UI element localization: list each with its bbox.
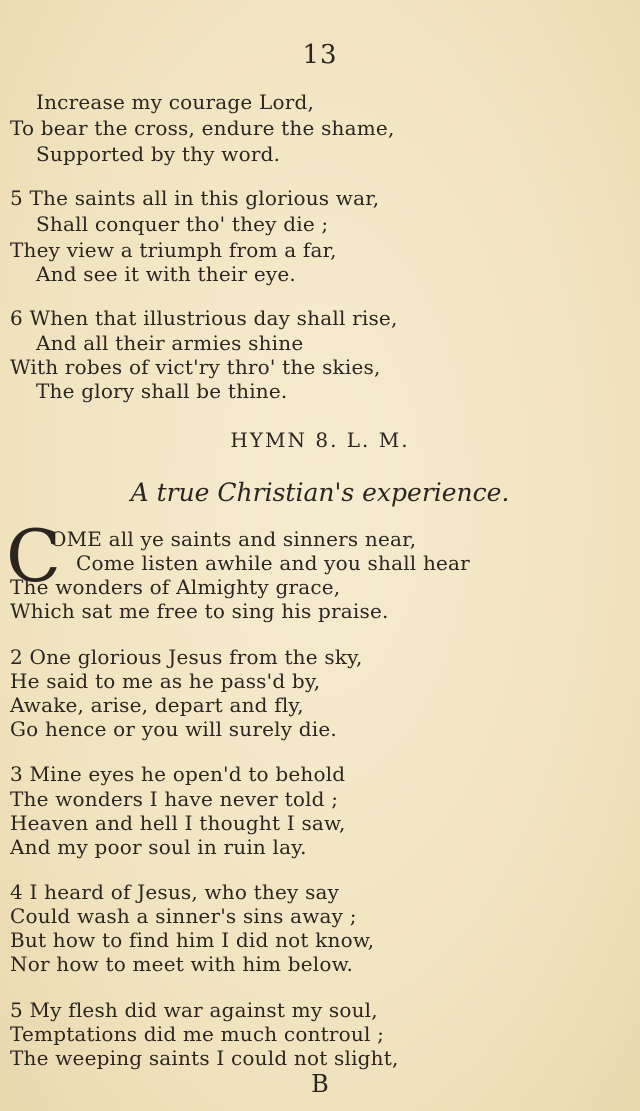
hymn7-verse5-line3: They view a triumph from a far, [10, 238, 337, 262]
hymn8-verse4-line1: 4 I heard of Jesus, who they say [10, 880, 340, 904]
hymn8-verse2-line2: He said to me as he pass'd by, [10, 669, 321, 693]
page-number: 13 [302, 40, 338, 70]
hymn8-verse2-line4: Go hence or you will surely die. [10, 717, 337, 741]
hymn7-verse6-line4: The glory shall be thine. [36, 379, 288, 403]
hymn8-verse2-line3: Awake, arise, depart and fly, [10, 693, 304, 717]
hymn8-verse3-line1: 3 Mine eyes he open'd to behold [10, 762, 346, 786]
hymn7-verse4-line2: To bear the cross, endure the shame, [10, 116, 395, 140]
hymn8-verse5-line2: Temptations did me much controul ; [10, 1022, 385, 1046]
hymn7-verse6-line1: 6 When that illustrious day shall rise, [10, 306, 398, 330]
hymn7-verse5-line2: Shall conquer tho' they die ; [36, 212, 329, 236]
hymn8-verse3-line3: Heaven and hell I thought I saw, [10, 811, 346, 835]
hymn8-verse4-line3: But how to find him I did not know, [10, 928, 375, 952]
hymn8-verse5-line1: 5 My flesh did war against my soul, [10, 998, 378, 1022]
hymn8-verse5-line3: The weeping saints I could not slight, [10, 1046, 399, 1070]
hymn-subtitle: A true Christian's experience. [130, 478, 510, 507]
hymn7-verse4-line3: Supported by thy word. [36, 142, 281, 166]
hymn7-verse6-line3: With robes of vict'ry thro' the skies, [10, 355, 381, 379]
hymn7-verse4-line1: Increase my courage Lord, [36, 90, 315, 114]
hymn8-verse1-line1: OME all ye saints and sinners near, [50, 527, 417, 551]
hymn8-verse1-line3: The wonders of Almighty grace, [10, 575, 341, 599]
hymn8-verse1-line4: Which sat me free to sing his praise. [10, 599, 389, 623]
drop-cap-letter: C [6, 514, 62, 598]
hymn7-verse6-line2: And all their armies shine [36, 331, 304, 355]
hymn8-verse3-line2: The wonders I have never told ; [10, 787, 339, 811]
hymn8-verse1-line2: Come listen awhile and you shall hear [76, 551, 470, 575]
hymn7-verse5-line4: And see it with their eye. [36, 262, 296, 286]
hymn8-verse4-line2: Could wash a sinner's sins away ; [10, 904, 357, 928]
hymn8-verse2-line1: 2 One glorious Jesus from the sky, [10, 645, 363, 669]
hymn-heading: HYMN 8. L. M. [230, 428, 410, 452]
hymn7-verse5-line1: 5 The saints all in this glorious war, [10, 186, 380, 210]
hymn8-verse3-line4: And my poor soul in ruin lay. [10, 835, 307, 859]
hymn8-verse4-line4: Nor how to meet with him below. [10, 952, 354, 976]
signature-mark: B [311, 1070, 329, 1098]
